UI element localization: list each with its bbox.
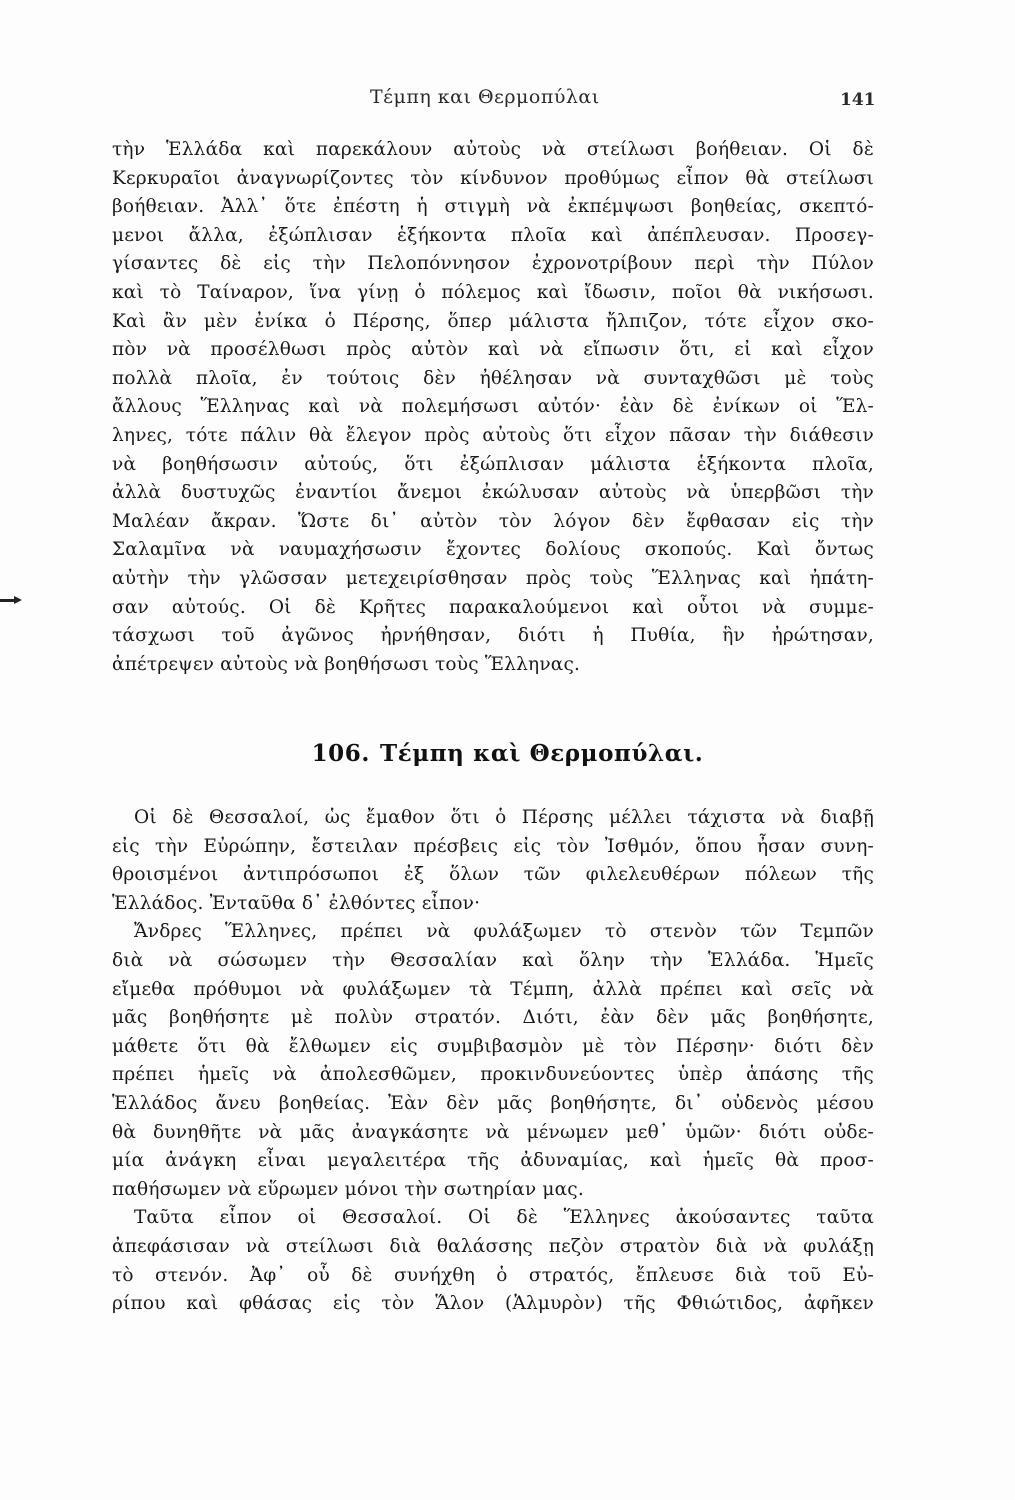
text-line: Καὶ ἂν μὲν ἐνίκα ὁ Πέρσης, ὅπερ μάλιστα ἤλπιζον, τότε εἶχον σκο- [112, 310, 874, 332]
text-line: θὰ δυνηθῆτε νὰ μᾶς ἀναγκάσητε νὰ μένωμεν μεθ᾿ ὑμῶν· διότι οὐδε- [112, 1121, 874, 1143]
text-line: παθήσωμεν νὰ εὕρωμεν μόνοι τὴν σωτηρίαν μας. [112, 1178, 584, 1200]
text-line: καὶ τὸ Ταίναρον, ἵνα γίνῃ ὁ πόλεμος καὶ ἴδωσιν, ποῖοι θὰ νικήσωσι. [112, 281, 874, 303]
text-line: μάθετε ὅτι θὰ ἔλθωμεν εἰς συμβιβασμὸν μὲ τὸν Πέρσην· διότι δὲν [112, 1035, 874, 1057]
bottom-paragraphs [112, 804, 874, 1319]
text-line: ἀπέτρεψεν αὐτοὺς νὰ βοηθήσωσι τοὺς Ἕλληνας. [112, 653, 581, 675]
section-title: Τέμπη καὶ Θερμοπύλαι. [380, 740, 704, 767]
text-line: Ἄνδρες Ἕλληνες, πρέπει νὰ φυλάξωμεν τὸ στενὸν τῶν Τεμπῶν [134, 921, 874, 943]
text-line: Κερκυραῖοι ἀναγνωρίζοντες τὸν κίνδυνον προθύμως εἶπον θὰ στείλωσι [112, 167, 874, 189]
text-line: πὸν νὰ προσέλθωσι πρὸς αὐτὸν καὶ νὰ εἴπωσιν ὅτι, εἰ καὶ εἶχον [112, 339, 874, 361]
text-line: Οἱ δὲ Θεσσαλοί, ὡς ἔμαθον ὅτι ὁ Πέρσης μέλλει τάχιστα νὰ διαβῇ [134, 807, 874, 828]
text-line: Ἑλλάδος ἄνευ βοηθείας. Ἐὰν δὲν μᾶς βοηθήσητε, δι᾿ οὐδενὸς μέσου [112, 1092, 874, 1114]
text-line: ρίπου καὶ φθάσας εἰς τὸν Ἅλον (Ἁλμυρὸν) τῆς Φθιώτιδος, ἀφῆκεν [112, 1293, 874, 1315]
text-line: πρέπει ἡμεῖς νὰ ἀπολεσθῶμεν, προκινδυνεύοντες ὑπὲρ ἁπάσης τῆς [112, 1064, 874, 1086]
text-line: ληνες, τότε πάλιν θὰ ἔλεγον πρὸς αὐτοὺς ὅτι εἶχον πᾶσαν τὴν διάθεσιν [112, 424, 874, 446]
text-line: εἴμεθα πρόθυμοι νὰ φυλάξωμεν τὰ Τέμπη, ἀλλὰ πρέπει καὶ σεῖς νὰ [112, 978, 874, 1000]
text-line: Μαλέαν ἄκραν. Ὥστε δι᾿ αὐτὸν τὸν λόγον δὲν ἔφθασαν εἰς τὴν [112, 510, 874, 532]
text-line: σαν αὐτούς. Οἱ δὲ Κρῆτες παρακαλούμενοι καὶ οὗτοι νὰ συμμε- [112, 596, 874, 618]
text-line: Ταῦτα εἶπον οἱ Θεσσαλοί. Οἱ δὲ Ἕλληνες ἀκούσαντες ταῦτα [134, 1207, 874, 1229]
text-line: διὰ νὰ σώσωμεν τὴν Θεσσαλίαν καὶ ὅλην τὴν Ἑλλάδα. Ἡμεῖς [112, 949, 874, 971]
running-head [0, 86, 1015, 116]
text-line: αὐτὴν τὴν γλῶσσαν μετεχειρίσθησαν πρὸς τοὺς Ἕλληνας καὶ ἠπάτη- [112, 567, 874, 589]
text-line: ἀλλὰ δυστυχῶς ἐναντίοι ἄνεμοι ἐκώλυσαν αὐτοὺς νὰ ὑπερβῶσι τὴν [112, 482, 874, 504]
text-line: θροισμένοι ἀντιπρόσωποι ἐξ ὅλων τῶν φιλελευθέρων πόλεων τῆς [112, 864, 874, 886]
page-number: 141 [840, 90, 876, 110]
text-line: τὸ στενόν. Ἀφ᾿ οὗ δὲ συνήχθη ὁ στρατός, ἔπλευσε διὰ τοῦ Εὐ- [112, 1264, 874, 1286]
text-line: μᾶς βοηθήσητε μὲ πολὺν στρατόν. Διότι, ἐὰν δὲν μᾶς βοηθήσητε, [112, 1007, 874, 1029]
text-line: Ἑλλάδος. Ἐνταῦθα δ᾿ ἐλθόντες εἶπον· [112, 892, 481, 914]
margin-arrow-icon [0, 596, 22, 604]
text-line: βοήθειαν. Ἀλλ᾿ ὅτε ἐπέστη ἡ στιγμὴ νὰ ἐκπέμψωσι βοηθείας, σκεπτό- [112, 196, 874, 218]
text-line: τὴν Ἑλλάδα καὶ παρεκάλουν αὐτοὺς νὰ στείλωσι βοήθειαν. Οἱ δὲ [112, 139, 874, 160]
text-line: νὰ βοηθήσωσιν αὐτούς, ὅτι ἐξώπλισαν μάλιστα ἑξήκοντα πλοῖα, [112, 453, 874, 475]
running-title: Τέμπη και Θερμοπύλαι [370, 86, 600, 108]
text-line: εἰς τὴν Εὐρώπην, ἔστειλαν πρέσβεις εἰς τὸν Ἰσθμόν, ὅπου ἦσαν συνη- [112, 835, 874, 857]
text-line: Σαλαμῖνα νὰ ναυμαχήσωσιν ἔχοντες δολίους σκοπούς. Καὶ ὄντως [112, 539, 874, 561]
text-line: γίσαντες δὲ εἰς τὴν Πελοπόννησον ἐχρονοτρίβουν περὶ τὴν Πύλον [112, 253, 874, 275]
top-paragraph [112, 136, 874, 679]
text-line: ἄλλους Ἕλληνας καὶ νὰ πολεμήσωσι αὐτόν· ἐὰν δὲ ἐνίκων οἱ Ἕλ- [112, 396, 874, 418]
section-heading [0, 740, 1015, 767]
text-line: ἀπεφάσισαν νὰ στείλωσι διὰ θαλάσσης πεζὸν στρατὸν διὰ νὰ φυλάξῃ [112, 1235, 874, 1257]
text-line: μία ἀνάγκη εἶναι μεγαλειτέρα τῆς ἀδυναμίας, καὶ ἡμεῖς θὰ προσ- [112, 1150, 874, 1172]
text-line: πολλὰ πλοῖα, ἐν τούτοις δὲν ἠθέλησαν νὰ συνταχθῶσι μὲ τοὺς [112, 367, 874, 389]
section-number: 106. [311, 740, 370, 767]
text-line: τάσχωσι τοῦ ἀγῶνος ἠρνήθησαν, διότι ἡ Πυθία, ἣν ἠρώτησαν, [112, 625, 874, 647]
text-line: μενοι ἄλλα, ἐξώπλισαν ἑξήκοντα πλοῖα καὶ ἀπέπλευσαν. Προσεγ- [112, 224, 874, 246]
